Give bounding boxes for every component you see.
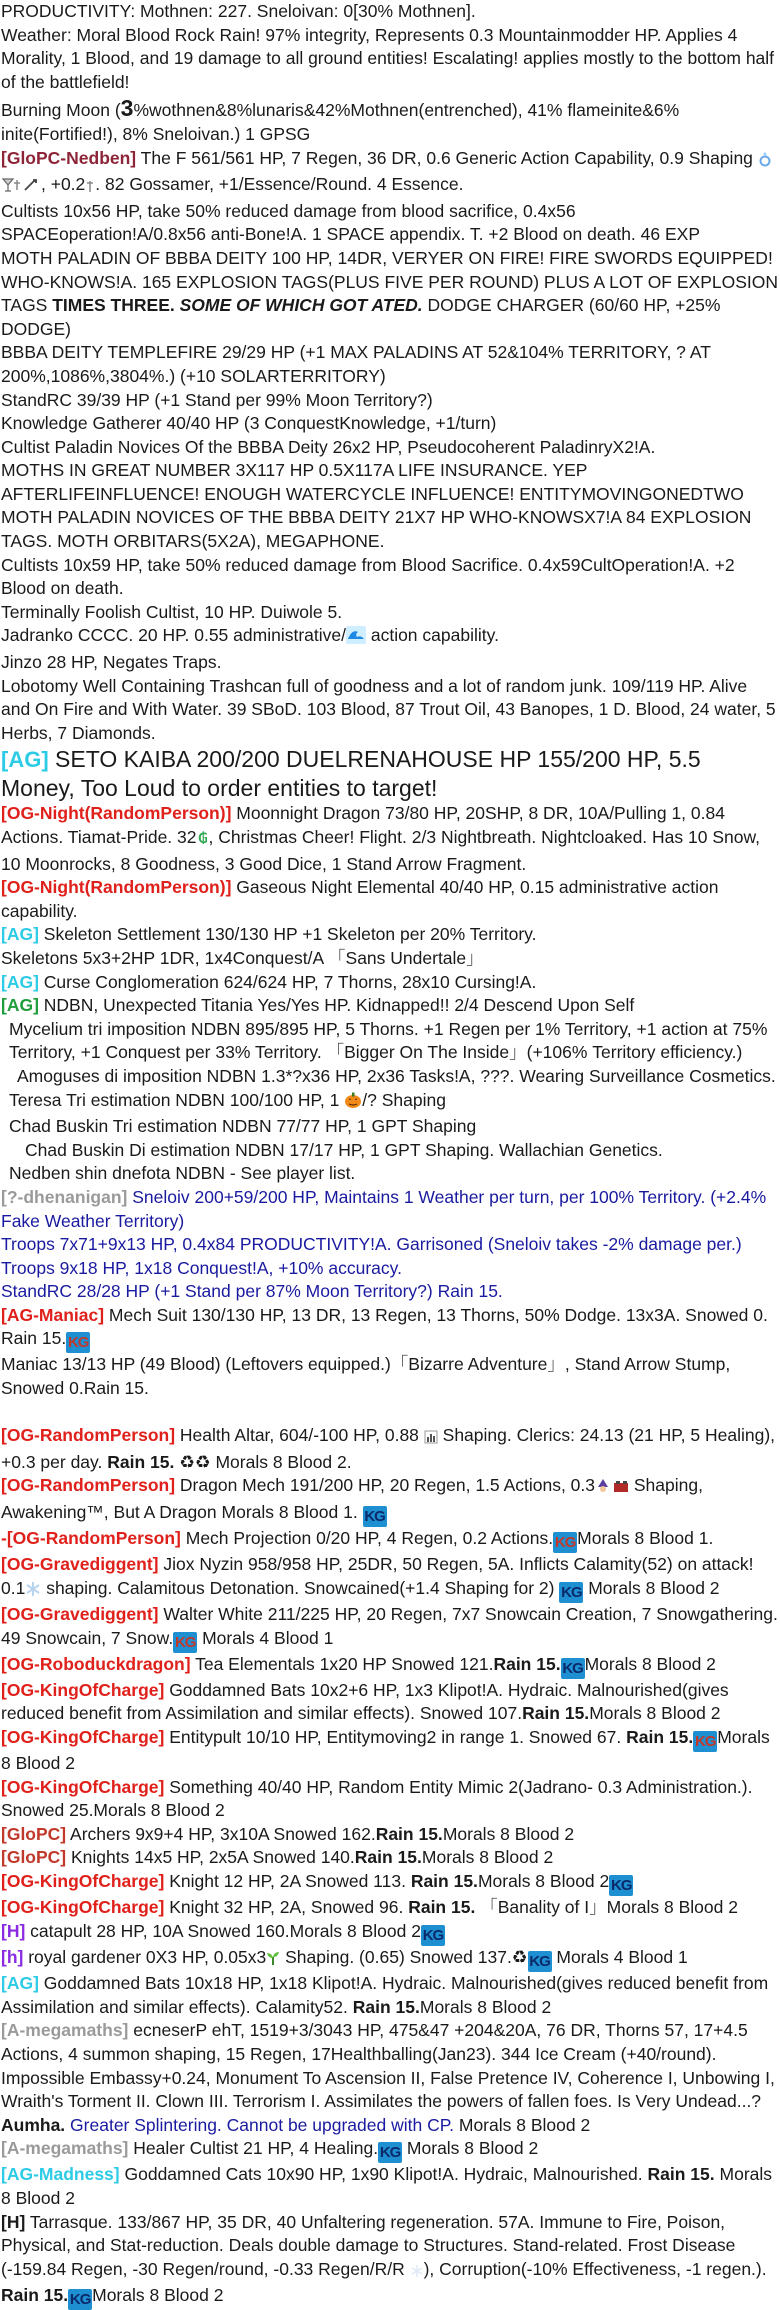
text: 「Banality of I」Morals 8 Blood 2	[475, 1897, 738, 1917]
gossamer-icon	[85, 176, 95, 200]
troops-conquest-line: Troops 9x18 HP, 1x18 Conquest!A, +10% accuracy.	[1, 1257, 778, 1281]
ko-badge-icon: KG	[609, 1875, 633, 1896]
owner-tag: [AG-Maniac]	[1, 1305, 104, 1325]
skeletons-line: Skeletons 5x3+2HP 1DR, 1x4Conquest/A 「Sans Undertale」	[1, 947, 778, 971]
entry-catapult	[1, 1920, 778, 1946]
text: . 82 Gossamer, +1/Essence/Round. 4 Essence.	[95, 174, 463, 194]
owner-tag: [AG]	[1, 995, 39, 1015]
owner-tag: [GloPC]	[1, 1824, 66, 1844]
text: Tarrasque. 133/867 HP, 35 DR, 40 Unfaltering regeneration. 57A. Immune to Fire, Poison, Physical, and Stat-reduction. Deals double damage to Structures. Stand-related. Frost Disease (-159.84 Regen, -30 Regen/round, -0.33 Regen/R/R	[1, 2212, 735, 2279]
entry-knights	[1, 1846, 778, 1870]
text: Burning Moon (	[1, 100, 121, 120]
text: Goddamned Bats 10x18 HP, 1x18 Klipot!A. Hydraic. Malnourished(gives reduced benefit from Assimilation and similar effects). Calamity52.	[1, 1973, 768, 2017]
bold-italic-text: SOME OF WHICH GOT ATED.	[180, 295, 423, 315]
owner-tag: -[OG-RandomPerson]	[1, 1528, 181, 1548]
text: Dragon Mech 191/200 HP, 20 Regen, 1.5 Actions, 0.3	[175, 1475, 595, 1495]
snowflake-icon	[25, 1580, 41, 1604]
owner-tag: [OG-RandomPerson]	[1, 1475, 175, 1495]
text: ♻♻ Morals 8 Blood 2.	[174, 1452, 351, 1472]
entry-dragon-mech	[1, 1474, 778, 1527]
owner-tag: [OG-KingOfCharge]	[1, 1871, 164, 1891]
owner-tag: [OG-KingOfCharge]	[1, 1897, 164, 1917]
owner-tag: [A-megamaths]	[1, 2020, 128, 2040]
text: ), Corruption(-10% Effectiveness, -1 regen.).	[424, 2259, 767, 2279]
owner-tag: [GloPC]	[1, 1847, 66, 1867]
entry-tea-elementals	[1, 1653, 778, 1679]
text: Gaseous Night Elemental 40/40 HP, 0.15 administrative action capability.	[1, 877, 718, 921]
burning-moon-line	[1, 94, 778, 146]
rain-text: Rain 15.	[353, 1997, 420, 2017]
rain-text: Rain 15.	[408, 1897, 475, 1917]
ring-icon	[758, 150, 772, 174]
bold-text: TIMES THREE.	[52, 295, 175, 315]
rain-text: Rain 15.	[355, 1847, 422, 1867]
owner-tag: [AG]	[1, 972, 39, 992]
text: Jiox Nyzin 958/958 HP, 25DR, 50 Regen, 5A. Inflicts Calamity(52) on attack! 0.1	[1, 1554, 753, 1598]
maniac-line	[1, 1353, 778, 1400]
entry-skeleton-settlement	[1, 923, 778, 947]
owner-tag: [OG-KingOfCharge]	[1, 1680, 164, 1700]
big-digit: 3	[121, 95, 134, 121]
knowledge-gatherer-line: Knowledge Gatherer 40/40 HP (3 ConquestKnowledge, +1/turn)	[1, 412, 778, 436]
ko-badge-icon: KG	[561, 1658, 585, 1679]
owner-tag: [OG-Gravediggent]	[1, 1554, 159, 1574]
entry-healer-cultist	[1, 2137, 778, 2163]
text: Morals 8 Blood 2	[1, 1727, 770, 1773]
owner-tag: [AG-Madness]	[1, 2164, 120, 2184]
moth-paladin-novices-line: MOTH PALADIN NOVICES OF THE BBBA DEITY 21X7 HP WHO-KNOWSX7!A 84 EXPLOSION TAGS. MOTH ORBITARS(5X2A), MEGAPHONE.	[1, 506, 778, 553]
entry-ndbn	[1, 994, 778, 1018]
weather-line: Weather: Moral Blood Rock Rain! 97% integrity, Represents 0.3 Mountainmodder HP. Applies 4 Morality, 1 Blood, and 19 damage to all ground entities! Escalating! applies mostly to the bottom half of the battlefield!	[1, 24, 778, 95]
text: Skeleton Settlement 130/130 HP +1 Skeleton per 20% Territory.	[39, 924, 537, 944]
entry-something	[1, 1776, 778, 1823]
lobotomy-well-line: Lobotomy Well Containing Trashcan full of goodness and a lot of random junk. 109/119 HP. Alive and On Fire and With Water. 39 SBoD. 103 Blood, 87 Trout Oil, 43 Banopes, 1 D. Blood, 24 water, 5 Herbs, 7 Diamonds.	[1, 675, 778, 746]
ko-badge-icon: KG	[528, 1951, 552, 1972]
jinzo-line: Jinzo 28 HP, Negates Traps.	[1, 651, 778, 675]
entry-archers	[1, 1823, 778, 1847]
entry-tarrasque	[1, 2211, 778, 2310]
chart-icon	[424, 1427, 438, 1451]
text: Entitypult 10/10 HP, Entitymoving2 in range 1. Snowed 67.	[164, 1727, 626, 1747]
entry-glopc-nedben	[1, 147, 778, 200]
ko-badge-icon: KG	[559, 1582, 583, 1603]
entry-gaseous-night-elemental	[1, 876, 778, 923]
entry-curse-conglomeration	[1, 971, 778, 995]
text: Morals 8 Blood 1.	[577, 1528, 713, 1548]
troops-garrisoned-line: Troops 7x71+9x13 HP, 0.4x84 PRODUCTIVITY!A. Garrisoned (Sneloiv takes -2% damage per.)	[1, 1233, 778, 1257]
rain-text: Rain 15.	[493, 1654, 560, 1674]
aumha-text: Aumha.	[1, 2115, 65, 2135]
chad-buskin-di-line: Chad Buskin Di estimation NDBN 17/17 HP, 1 GPT Shaping. Wallachian Genetics.	[1, 1139, 778, 1163]
entry-mech-projection	[1, 1527, 778, 1553]
entry-sneloiv	[1, 1186, 778, 1233]
owner-tag: [OG-Roboduckdragon]	[1, 1654, 191, 1674]
text: /? Shaping	[362, 1090, 446, 1110]
spacer	[1, 1401, 778, 1425]
text: Archers 9x9+4 HP, 3x10A Snowed 162.	[66, 1824, 376, 1844]
seedling-icon	[266, 1949, 280, 1973]
nedben-line: Nedben shin dnefota NDBN - See player list.	[1, 1162, 778, 1186]
owner-tag: [OG-Gravediggent]	[1, 1604, 159, 1624]
owner-tag: [A-megamaths]	[1, 2138, 128, 2158]
text: Mech Projection 0/20 HP, 4 Regen, 0.2 Actions.	[181, 1528, 553, 1548]
standrc-rain-line: StandRC 28/28 HP (+1 Stand per 87% Moon Territory?) Rain 15.	[1, 1280, 778, 1304]
teresa-line	[1, 1089, 778, 1116]
text: Morals 4 Blood 1	[552, 1947, 688, 1967]
text: Goddamned Cats 10x90 HP, 1x90 Klipot!A. Hydraic, Malnourished.	[120, 2164, 648, 2184]
standrc-line: StandRC 39/39 HP (+1 Stand per 99% Moon Territory?)	[1, 389, 778, 413]
text: Health Altar, 604/-100 HP, 0.88	[175, 1425, 424, 1445]
text: Jadranko CCCC. 20 HP. 0.55 administrative/	[1, 625, 346, 645]
ko-badge-icon: KG	[421, 1925, 445, 1946]
rain-text: Rain 15.	[626, 1727, 693, 1747]
entry-moonnight-dragon	[1, 802, 778, 876]
amoguses-line: Amoguses di imposition NDBN 1.3*?x36 HP, 2x36 Tasks!A, ???. Wearing Surveillance Cosmetics.	[1, 1065, 778, 1089]
owner-tag: [OG-RandomPerson]	[1, 1425, 175, 1445]
ko-badge-icon: KG	[173, 1632, 197, 1653]
entry-seto-kaiba	[1, 745, 778, 802]
text: action capability.	[366, 625, 499, 645]
text: Morals 4 Blood 1	[197, 1628, 333, 1648]
text: MOTH PALADIN OF BBBA DEITY 100 HP, 14DR, VERYER ON FIRE! FIRE SWORDS EQUIPPED! WHO-KNOWS!A. 165 EXPLOSION TAGS(PLUS FIVE PER ROUND) PLUS A LOT OF EXPLOSION TAGS	[1, 248, 778, 315]
entry-mech-suit	[1, 1304, 778, 1354]
text: ecneserP ehT, 1519+3/3043 HP, 475&47 +204&20A, 76 DR, Thorns 57, 17+4.5 Actions, 4 summon shaping, 15 Regen, 17Healthballing(Jan23). 344 Ice Cream (+40/round). Impossible Embassy+0.24, Monument To Ascension II, False Pretence IV, Coherence I, Unbowing I, Wraith's Torment II. Clown III. Terrorism I. Assimilates the powers of fallen foes. Is Very Undead...?	[1, 2020, 775, 2111]
owner-tag: [h]	[1, 1947, 23, 1967]
ko-badge-icon: KG	[553, 1532, 577, 1553]
text: Maniac 13/13 HP (49 Blood) (Leftovers equipped.)「Bizarre Adventure」, Stand Arrow Stump, Snowed 0.	[1, 1354, 730, 1398]
entry-entitypult	[1, 1726, 778, 1776]
owner-tag: [H]	[1, 1921, 25, 1941]
paladin-novices-line: Cultist Paladin Novices Of the BBBA Deity 26x2 HP, Pseudocoherent PaladinryX2!A.	[1, 436, 778, 460]
owner-tag: [AG]	[1, 924, 39, 944]
productivity-line: PRODUCTIVITY: Mothnen: 227. Sneloivan: 0[30% Mothnen].	[1, 0, 778, 24]
text: , Christmas Cheer! Flight. 2/3 Nightbreath. Nightcloaked. Has 10 Snow, 10 Moonrocks, 8 Goodness, 3 Good Dice, 1 Stand Arrow Fragment.	[1, 827, 760, 874]
rain-text: Rain 15.	[1, 2285, 68, 2305]
entry-royal-gardener	[1, 1946, 778, 1973]
text: Morals 8 Blood 2	[478, 1871, 609, 1891]
rain-text: Rain 15.	[648, 2164, 715, 2184]
text: Morals 8 Blood 2	[402, 2138, 538, 2158]
owner-tag: [H]	[1, 2212, 25, 2232]
blue-text: Greater Splintering. Cannot be upgraded with CP.	[65, 2115, 454, 2135]
text: Morals 8 Blood 2	[443, 1824, 574, 1844]
owner-tag: [OG-Night(RandomPerson)]	[1, 877, 231, 897]
svg-text:₲: ₲	[198, 831, 208, 846]
text: Tea Elementals 1x20 HP Snowed 121.	[191, 1654, 494, 1674]
owner-tag: [OG-KingOfCharge]	[1, 1727, 164, 1747]
pumpkin-icon	[344, 1091, 362, 1116]
owner-tag: [OG-KingOfCharge]	[1, 1777, 164, 1797]
green-currency-icon	[197, 829, 209, 853]
text: Moonnight Dragon 73/80 HP, 20SHP, 8 DR, 10A/Pulling 1, 0.84 Actions. Tiamat-Pride. 32	[1, 803, 725, 847]
text: Mech Suit 130/130 HP, 13 DR, 13 Regen, 13 Thorns, 50% Dodge. 13x3A. Snowed 0. Rain 15.	[1, 1305, 768, 1349]
templefire-line: BBBA DEITY TEMPLEFIRE 29/29 HP (+1 MAX PALADINS AT 52&104% TERRITORY, ? AT 200%,1086%,3804%.) (+10 SOLARTERRITORY)	[1, 341, 778, 388]
text: Morals 8 Blood 2	[589, 1703, 720, 1723]
entry-goddamned-cats	[1, 2163, 778, 2210]
entry-knight-12	[1, 1870, 778, 1896]
jadranko-line	[1, 624, 778, 651]
owner-tag: [AG]	[1, 747, 49, 772]
mycelium-line: Mycelium tri imposition NDBN 895/895 HP, 5 Thorns. +1 Regen per 1% Territory, +1 action at 75% Territory, +1 Conquest per 33% Territory. 「Bigger On The Inside」(+106% Territory efficiency.)	[1, 1018, 778, 1065]
text: NDBN, Unexpected Titania Yes/Yes HP. Kidnapped!! 2/4 Descend Upon Self	[39, 995, 634, 1015]
text: Morals 8 Blood 2	[420, 1997, 551, 2017]
mage-icon	[595, 1477, 629, 1501]
text: Morals 8 Blood 2	[583, 1578, 719, 1598]
ko-badge-icon: KG	[68, 2289, 92, 2310]
rain-text: Rain 15.	[107, 1452, 174, 1472]
text: Shaping. Clerics: 24.13 (21 HP, 5 Healing), +0.3 per day.	[1, 1425, 775, 1472]
gossamer-icons	[1, 176, 41, 200]
rain-text: Rain 15.	[376, 1824, 443, 1844]
text: catapult 28 HP, 10A Snowed 160.Morals 8 Blood 2	[25, 1921, 421, 1941]
text: Morals 8 Blood 2	[92, 2285, 223, 2305]
text: Morals 8 Blood 2	[454, 2115, 590, 2135]
text: Something 40/40 HP, Random Entity Mimic 2(Jadrano- 0.3 Administration.). Snowed 25.Morals 8 Blood 2	[1, 1777, 752, 1821]
owner-tag: [AG]	[1, 1973, 39, 1993]
text: Knights 14x5 HP, 2x5A Snowed 140.	[66, 1847, 355, 1867]
moth-paladin-line	[1, 247, 778, 341]
text: Shaping, Awakening™, But A Dragon Morals 8 Blood 1.	[1, 1475, 703, 1522]
entry-goddamned-bats-ag	[1, 1972, 778, 2019]
text: Curse Conglomeration 624/624 HP, 7 Thorns, 28x10 Cursing!A.	[39, 972, 536, 992]
text: Goddamned Bats 10x2+6 HP, 1x3 Klipot!A. Hydraic. Malnourished(gives reduced benefit from Assimilation and similar effects). Snowed 107.	[1, 1680, 729, 1724]
rain-text: Rain 15.	[411, 1871, 478, 1891]
foolish-cultist-line: Terminally Foolish Cultist, 10 HP. Duiwole 5.	[1, 601, 778, 625]
text: DODGE CHARGER (60/60 HP, +25% DODGE)	[1, 295, 720, 339]
text: SETO KAIBA 200/200 DUELRENAHOUSE HP 155/200 HP, 5.5 Money, Too Loud to order entities to target!	[1, 746, 701, 801]
entry-jiox-nyzin	[1, 1553, 778, 1603]
text: Walter White 211/225 HP, 20 Regen, 7x7 Snowcain Creation, 7 Snowgathering. 49 Snowcain, 7 Snow.	[1, 1604, 778, 1648]
rain-text: Rain 15.	[522, 1703, 589, 1723]
ko-badge-icon: KG	[363, 1506, 387, 1527]
snowflake-icon	[410, 2261, 424, 2285]
owner-tag: [GloPC-Nedben]	[1, 148, 136, 168]
text: Healer Cultist 21 HP, 4 Healing.	[128, 2138, 378, 2158]
entry-ecneserp	[1, 2019, 778, 2137]
text: Teresa Tri estimation NDBN 100/100 HP, 1	[9, 1090, 344, 1110]
text: shaping. Calamitous Detonation. Snowcained(+1.4 Shaping for 2)	[41, 1578, 559, 1598]
text: Knight 12 HP, 2A Snowed 113.	[164, 1871, 410, 1891]
entry-health-altar	[1, 1424, 778, 1474]
text: Morals 8 Blood 2	[422, 1847, 553, 1867]
text: The F 561/561 HP, 7 Regen, 36 DR, 0.6 Generic Action Capability, 0.9 Shaping	[136, 148, 758, 168]
text: Morals 8 Blood 2	[585, 1654, 716, 1674]
text: Knight 32 HP, 2A, Snowed 96.	[164, 1897, 408, 1917]
cultists-blood-line: Cultists 10x59 HP, take 50% reduced damage from Blood Sacrifice. 0.4x59CultOperation!A. +2 Blood on death.	[1, 554, 778, 601]
ko-badge-icon: KG	[66, 1332, 90, 1353]
text: Shaping. (0.65) Snowed 137.♻	[280, 1947, 527, 1967]
owner-tag: [?-dhenanigan]	[1, 1187, 127, 1207]
wave-icon	[346, 626, 366, 651]
owner-tag: [OG-Night(RandomPerson)]	[1, 803, 231, 823]
text: %wothnen&8%lunaris&42%Mothnen(entrenched), 41% flameinite&6% inite(Fortified!), 8% Sneloivan.) 1 GPSG	[1, 100, 679, 144]
text: Morals 8 Blood 2	[1, 2164, 772, 2208]
ko-badge-icon: KG	[693, 1731, 717, 1752]
moths-line: MOTHS IN GREAT NUMBER 3X117 HP 0.5X117A LIFE INSURANCE. YEP AFTERLIFEINFLUENCE! ENOUGH WATERCYCLE INFLUENCE! ENTITYMOVINGONEDTWO	[1, 459, 778, 506]
text: , +0.2	[41, 174, 85, 194]
text: Sneloiv 200+59/200 HP, Maintains 1 Weather per turn, per 100% Territory. (+2.4% Fake Weather Territory)	[1, 1187, 766, 1231]
entry-goddamned-bats	[1, 1679, 778, 1726]
chad-buskin-tri-line: Chad Buskin Tri estimation NDBN 77/77 HP, 1 GPT Shaping	[1, 1115, 778, 1139]
ko-badge-icon: KG	[378, 2142, 402, 2163]
rain-text: Rain 15.	[84, 1378, 149, 1398]
text: royal gardener 0X3 HP, 0.05x3	[23, 1947, 266, 1967]
cultists-line: Cultists 10x56 HP, take 50% reduced damage from blood sacrifice, 0.4x56 SPACEoperation!A/0.8x56 anti-Bone!A. 1 SPACE appendix. T. +2 Blood on death. 46 EXP	[1, 200, 778, 247]
entry-knight-32	[1, 1896, 778, 1920]
entry-walter-white	[1, 1603, 778, 1653]
